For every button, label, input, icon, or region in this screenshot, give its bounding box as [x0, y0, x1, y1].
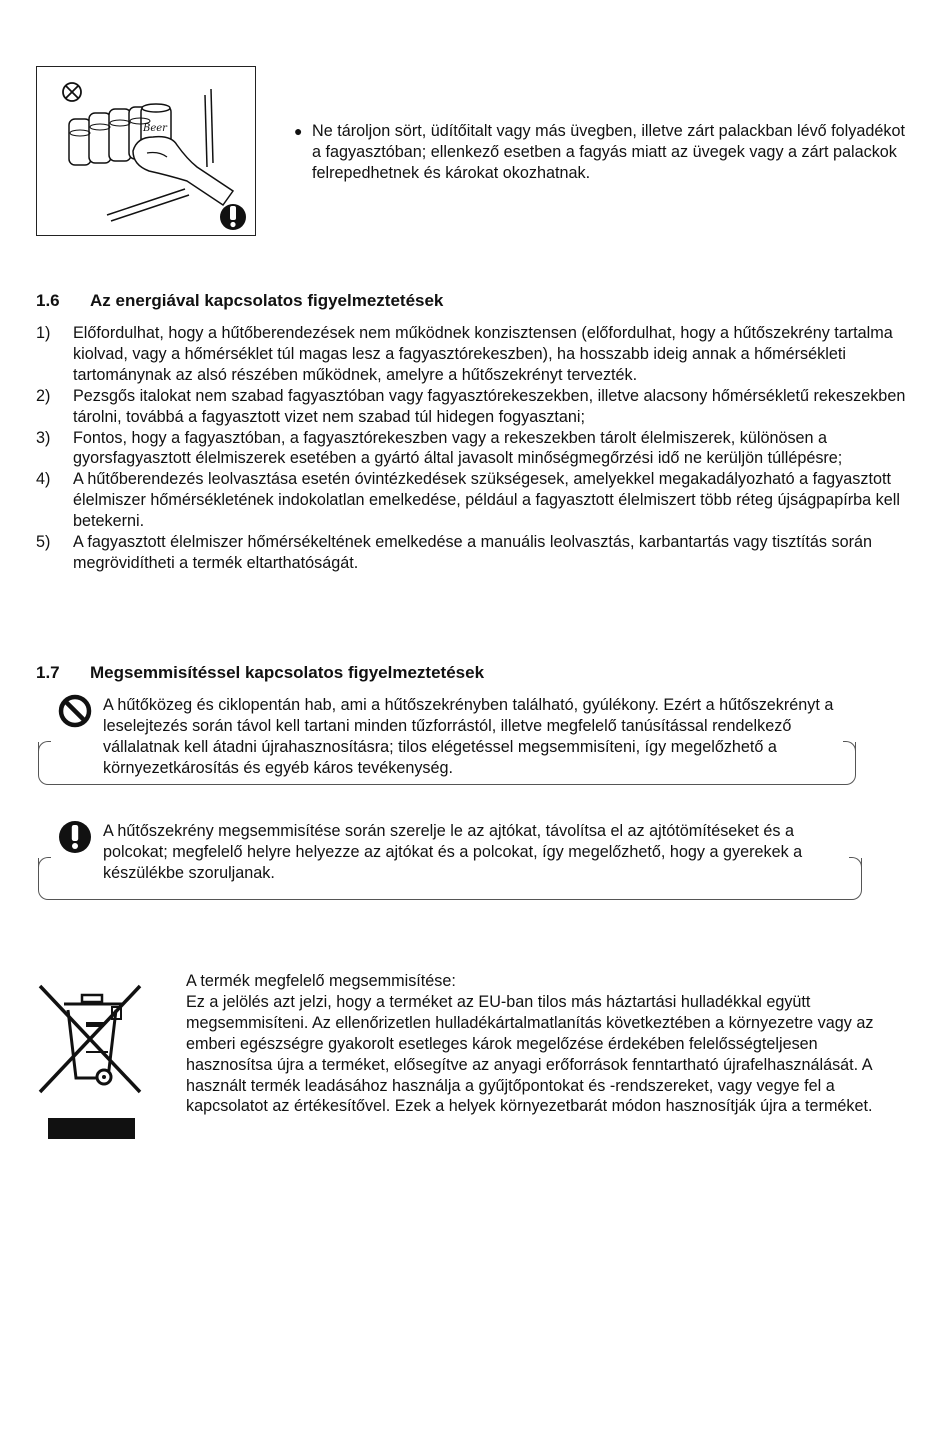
- disposal-heading: A termék megfelelő megsemmisítése:: [186, 972, 456, 990]
- beer-freezer-illustration: [36, 66, 256, 236]
- list-item-index: 4): [36, 470, 51, 489]
- list-item-text: Fontos, hogy a fagyasztóban, a fagyasztórekeszben vagy a rekeszekben tárolt élelmiszerek, különösen a gyorsfagyasztott élelmiszerek esetében a gyártó által javasolt minőségmegőrzési idő ne kerüljön túllépésre;: [73, 428, 843, 468]
- beer-bottles-drawing: [37, 67, 257, 237]
- section-heading-1-7: [36, 662, 484, 684]
- crossed-out-wheelie-bin-icon: [36, 982, 146, 1103]
- section-title: Megsemmisítéssel kapcsolatos figyelmeztetések: [90, 663, 485, 682]
- exclamation-icon: [58, 820, 92, 859]
- section-number: 1.6: [36, 291, 60, 310]
- list-item-index: 2): [36, 386, 51, 405]
- bullet-text: Ne tároljon sört, üdítőitalt vagy más üvegben, illetve zárt palackban lévő folyadékot a fagyasztóban; ellenkező esetben a fagyás miatt az üvegek vagy a zárt palackok felrepedhetnek és károkat okozhatnak.: [312, 122, 905, 182]
- prohibited-icon: [63, 83, 81, 101]
- warning-text-flammable: A hűtőközeg és ciklopentán hab, ami a hűtőszekrényben található, gyúlékony. Ezért a hűtőszekrényt a leselejtezés során távol kell tartani minden tűzforrástól, illetve megfelelő tanúsítással rendelkező vállalatnak kell átadni újrahasznosításra; tilos elégetéssel megsemmisíteni, így megelőzhető a környezetkárosítás és egyéb káros tevékenység.: [103, 696, 834, 777]
- list-item: [36, 469, 916, 532]
- list-item-text: A hűtőberendezés leolvasztása esetén óvintézkedések szükségesek, amelyekkel megakadályozható a fagyasztott élelmiszer hőmérsékletének indokolatlan emelkedése, például a fagyasztott élelmiszert több réteg újságpapírba kell betekerni.: [73, 470, 900, 531]
- list-item: [36, 386, 916, 428]
- warning-text-children: A hűtőszekrény megsemmisítése során szerelje le az ajtókat, távolítsa el az ajtótömítéseket és a polcokat; megfelelő helyre helyezze az ajtókat és a polcokat, így megelőzhető, hogy a gyerekek a készülékbe szoruljanak.: [103, 822, 803, 882]
- list-item: [36, 428, 916, 470]
- energy-warnings-list: [36, 323, 916, 574]
- list-item: [36, 532, 916, 574]
- list-item: [36, 323, 916, 386]
- bullet-marker: ●: [294, 123, 303, 139]
- disposal-text: Ez a jelölés azt jelzi, hogy a terméket az EU-ban tilos más háztartási hulladékkal együtt megsemmisíteni. Az ellenőrizetlen hulladékártalmatlanítás következtében a környezetre vagy az emberi egészségre gyakorolt esetleges károk megelőzése érdekében felelősségteljesen hasznosítsa újra a terméket, elősegítve az anyagi erőforrások fenntartható újrafelhasználását. A használt termék leadásához használja a gyűjtőpontokat és -rendszereket, vagy vegye fel a kapcsolatot az értékesítővel. Ezek a helyek környezetbarát módon hasznosítják újra a terméket.: [186, 992, 874, 1116]
- list-item-index: 1): [36, 324, 51, 342]
- list-item-text: Pezsgős italokat nem szabad fagyasztóban vagy fagyasztórekeszekben, illetve alacsony hőmérsékletű rekeszekben tárolni, továbbá a fagyasztott vizet nem szabad túl hidegen fogyasztani;: [73, 386, 906, 426]
- section-title: Az energiával kapcsolatos figyelmeztetések: [90, 291, 444, 310]
- exclamation-icon: [220, 204, 246, 230]
- section-number: 1.7: [36, 663, 60, 682]
- list-item-index: 3): [36, 428, 51, 447]
- list-item-text: A fagyasztott élelmiszer hőmérsékeltének emelkedése a manuális leolvasztás, karbantartás vagy tisztítás során megrövidítheti a termék eltarthatóságát.: [73, 533, 872, 572]
- list-item-text: Előfordulhat, hogy a hűtőberendezések nem működnek konzisztensen (előfordulhat, hogy a hűtőszekrény tartalma kiolvad, vagy a hőmérséklet túl magas lesz a fagyasztórekeszben), ha hosszabb ideig annak a hőmérsékleti tartománynak az alsó részében működnek, amelyre a hűtőszekrényt tervezték.: [73, 324, 893, 384]
- no-entry-icon: [58, 694, 92, 733]
- section-heading-1-6: [36, 290, 443, 312]
- weee-black-bar: [48, 1118, 135, 1139]
- bottle-label: Beer: [143, 123, 167, 134]
- list-item-index: 5): [36, 533, 51, 552]
- disposal-section: [186, 971, 906, 1117]
